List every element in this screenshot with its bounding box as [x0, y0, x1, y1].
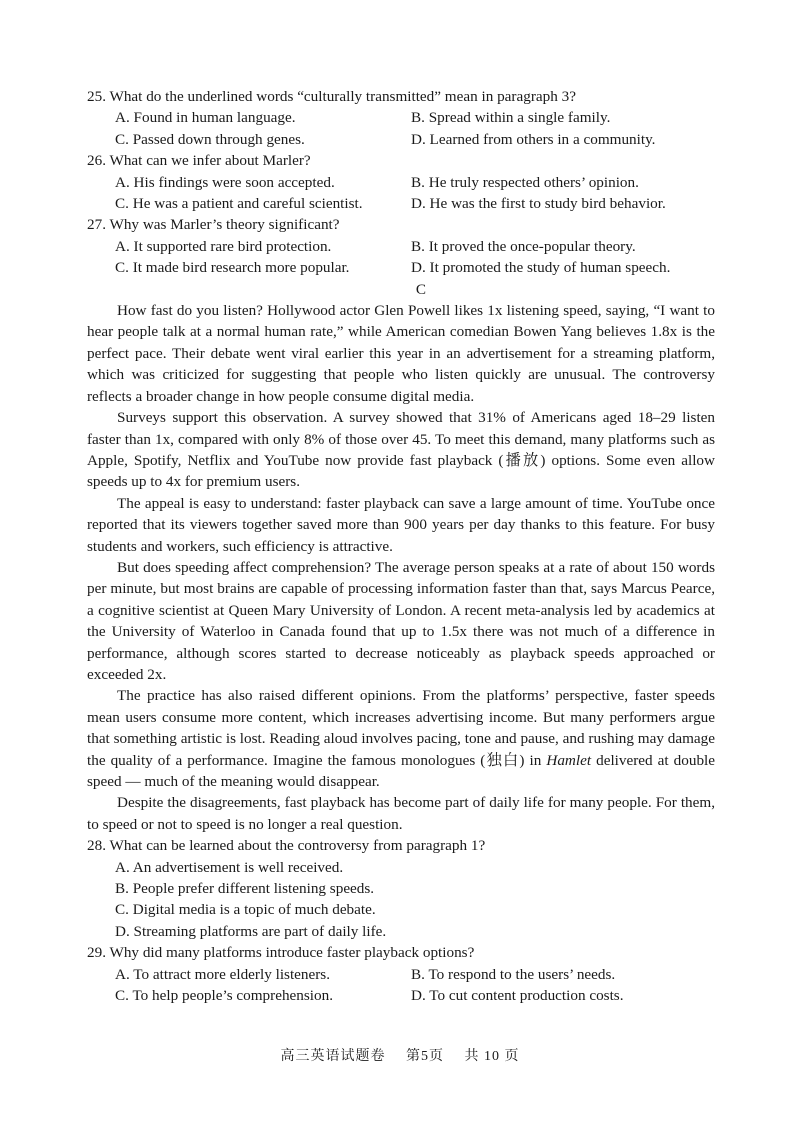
passage-paragraph-1: How fast do you listen? Hollywood actor Glen Powell likes 1x listening speed, saying, “I want to hear people talk at a normal human rate,” while American comedian Bowen Yang believes 1.8x is the perfect pace. Their debate went viral earlier this year in an advertisement for a streaming platform, which was criticized for suggesting that people who listen quickly are unusual. The controversy reflects a broader change in how people consume digital media. [87, 302, 715, 405]
option-grid [87, 107, 715, 150]
page-number: 第5页 [406, 1049, 444, 1064]
option-d: D. Streaming platforms are part of daily life. [115, 922, 387, 940]
option-c: C. Passed down through genes. [115, 130, 305, 148]
reading-passage [87, 300, 715, 835]
option-c: C. It made bird research more popular. [115, 259, 350, 277]
option-b: B. It proved the once-popular theory. [411, 237, 636, 255]
page-content [87, 86, 715, 1006]
question-25 [87, 86, 715, 150]
question-stem: 26. What can we infer about Marler? [87, 152, 311, 170]
option-a: A. An advertisement is well received. [115, 858, 344, 876]
option-c: C. He was a patient and careful scientist. [115, 195, 363, 213]
passage-paragraph-4: But does speeding affect comprehension? The average person speaks at a rate of about 150 words per minute, but most brains are capable of processing information faster than that, says Marcus Pearce, a cognitive scientist at Queen Mary University of London. A recent meta-analysis led by academics at the University of Waterloo in Canada found that up to 1.5x there was not much of a difference in performance, although scores started to decrease noticeably as playback speeds approached or exceeded 2x. [87, 558, 715, 683]
option-list [87, 857, 715, 943]
option-d: D. Learned from others in a community. [411, 130, 656, 148]
page-footer [0, 1046, 800, 1067]
passage-paragraph-5: The practice has also raised different opinions. From the platforms’ perspective, faster speeds mean users consume more content, which increases advertising income. But many performers argue that something artistic is lost. Reading aloud involves pacing, tone and pause, and rushing may damage the quality of a performance. Imagine the famous monologues (独白) in Hamlet delivered at double speed — much of the meaning would disappear. [87, 687, 716, 790]
option-b: B. To respond to the users’ needs. [411, 965, 616, 983]
option-c: C. To help people’s comprehension. [115, 987, 333, 1005]
question-26 [87, 150, 715, 214]
question-27 [87, 214, 715, 278]
question-stem: 29. Why did many platforms introduce faster playback options? [87, 944, 475, 962]
question-stem: 25. What do the underlined words “culturally transmitted” mean in paragraph 3? [87, 88, 576, 105]
option-d: D. He was the first to study bird behavior. [411, 195, 666, 213]
question-stem: 28. What can be learned about the controversy from paragraph 1? [87, 837, 486, 855]
section-letter: C [415, 280, 427, 298]
option-grid [87, 964, 715, 1007]
option-b: B. He truly respected others’ opinion. [411, 173, 639, 191]
option-b: B. People prefer different listening speeds. [115, 880, 375, 898]
question-28 [87, 835, 715, 942]
option-c: C. Digital media is a topic of much debate. [115, 901, 376, 919]
total-pages: 共 10 页 [464, 1049, 520, 1064]
option-grid [87, 236, 715, 279]
option-a: A. To attract more elderly listeners. [115, 965, 331, 983]
option-d: D. It promoted the study of human speech. [411, 259, 671, 277]
exam-title: 高三英语试题卷 [280, 1049, 386, 1064]
question-stem: 27. Why was Marler’s theory significant? [87, 216, 340, 234]
passage-paragraph-6: Despite the disagreements, fast playback has become part of daily life for many people. For them, to speed or not to speed is no longer a real question. [87, 794, 715, 833]
option-a: A. It supported rare bird protection. [115, 237, 332, 255]
option-a: A. His findings were soon accepted. [115, 173, 335, 191]
question-29 [87, 942, 715, 1006]
passage-paragraph-3: The appeal is easy to understand: faster playback can save a large amount of time. YouTube once reported that its viewers together saved more than 900 years per day thanks to this feature. For busy students and workers, such efficiency is attractive. [87, 494, 715, 555]
option-b: B. Spread within a single family. [411, 109, 611, 127]
option-a: A. Found in human language. [115, 109, 296, 127]
option-d: D. To cut content production costs. [411, 987, 624, 1005]
option-grid [87, 172, 715, 215]
passage-paragraph-2: Surveys support this observation. A survey showed that 31% of Americans aged 18–29 listen faster than 1x, compared with only 8% of those over 45. To meet this demand, many platforms such as Apple, Spotify, Netflix and YouTube now provide fast playback (播放) options. Some even allow speeds up to 4x for premium users. [87, 409, 715, 491]
